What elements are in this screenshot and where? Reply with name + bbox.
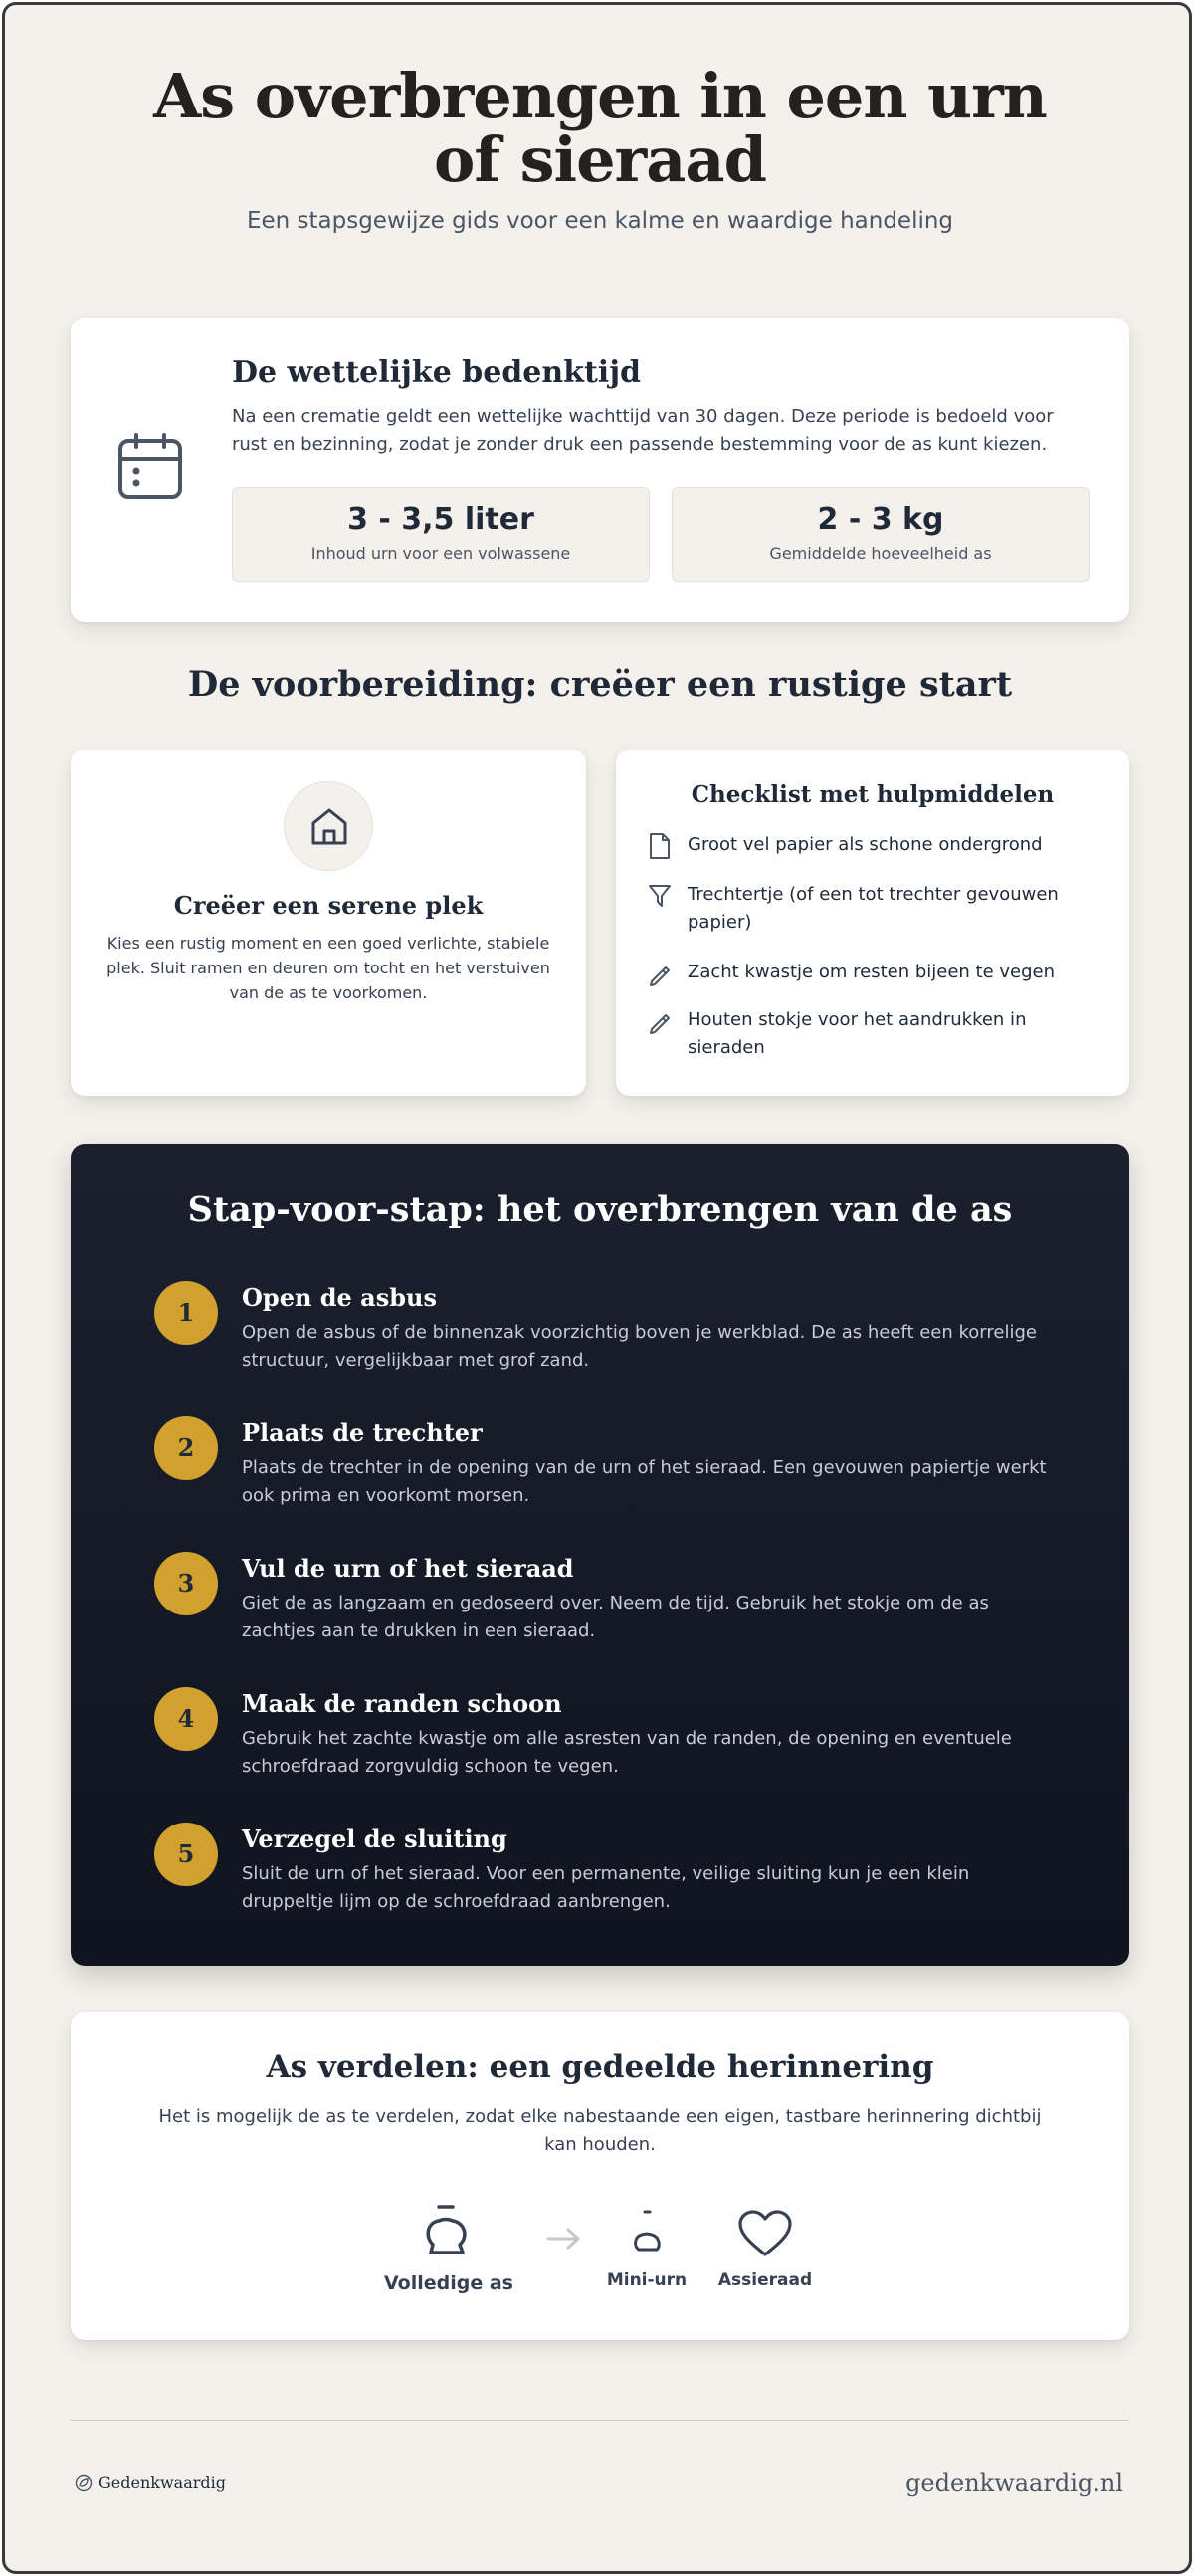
step-item [154,1416,1050,1526]
urn-icon [423,2203,473,2260]
share-label-mini: Mini-urn [606,2270,688,2290]
step-number-badge: 5 [154,1823,218,1886]
place-card [71,750,586,1096]
steps-panel [71,1144,1129,1966]
footer-divider [71,2420,1129,2421]
step-text: Sluit de urn of het sieraad. Voor een permanente, veilige sluiting kun je een klein druppeltje lijm op de schroefdraad aanbrengen. [242,1863,970,1912]
step-title: Vul de urn of het sieraad [242,1554,574,1583]
step-title: Open de asbus [242,1283,437,1312]
leaf-logo-icon [75,2474,93,2492]
step-text: Gebruik het zachte kwastje om alle asresten van de randen, de opening en eventuele schroefdraad zorgvuldig schoon te vegen. [242,1728,1012,1777]
footer-url[interactable]: gedenkwaardig.nl [905,2469,1123,2497]
step-number-badge: 1 [154,1281,218,1345]
stat-label: Gemiddelde hoeveelheid as [769,544,992,563]
place-text: Kies een rustig moment en een goed verlichte, stabiele plek. Sluit ramen en deuren om tocht en het verstuiven van de as te voorkomen. [106,934,550,1002]
heart-icon [737,2209,793,2260]
checklist-item [648,1006,1105,1062]
checklist-item-label: Trechtertje (of een tot trechter gevouwen papier) [688,884,1059,933]
prep-title: De voorbereiding: creëer een rustige start [187,664,1013,705]
checklist-item-label: Zacht kwastje om resten bijeen te vegen [688,962,1056,982]
home-icon-badge [284,781,373,871]
checklist-title: Checklist met hulpmiddelen [691,781,1055,808]
stat-label: Inhoud urn voor een volwassene [310,544,571,563]
stat-value: 2 - 3 kg [817,502,944,537]
checklist-item [648,831,1105,860]
funnel-icon [648,882,672,910]
home-icon [307,805,351,849]
step-item [154,1281,1050,1391]
place-title: Creëer een serene plek [173,891,484,920]
step-item [154,1552,1050,1661]
step-text: Plaats de trechter in de opening van de urn of het sieraad. Een gevouwen papiertje werkt ook prima en voorkomt morsen. [242,1457,1047,1506]
footer-logo [75,2473,226,2492]
stat-urn-volume [232,487,650,582]
share-card [71,2012,1129,2340]
steps-title: Stap-voor-stap: het overbrengen van de as [187,1189,1013,1230]
legal-title: De wettelijke bedenktijd [232,355,642,390]
step-number-badge: 4 [154,1687,218,1751]
page-frame [2,2,1192,2574]
footer-brand: Gedenkwaardig [99,2473,226,2492]
checklist-item-label: Houten stokje voor het aandrukken in sieraden [688,1009,1027,1058]
checklist-item-label: Groot vel papier als schone ondergrond [688,834,1043,855]
legal-text: Na een crematie geldt een wettelijke wachttijd van 30 dagen. Deze periode is bedoeld voor rust en bezinning, zodat je zonder druk een passende bestemming voor de as kunt kiezen. [232,406,1054,455]
pencil-icon [648,960,672,987]
legal-card [71,318,1129,622]
file-icon [648,832,672,860]
step-item [154,1823,1050,1932]
share-label-jewel: Assieraad [717,2270,813,2290]
share-label-full: Volledige as [384,2272,513,2294]
step-title: Plaats de trechter [242,1418,483,1447]
checklist-card [616,750,1129,1096]
step-title: Maak de randen schoon [242,1689,562,1718]
pencil-icon [648,1007,672,1035]
page-subtitle: Een stapsgewijze gids voor een kalme en waardige handeling [246,208,954,234]
page-title: As overbrengen in een urn of sieraad [153,60,1047,196]
calendar-icon [114,431,186,503]
arrow-right-icon [544,2225,584,2253]
checklist-item [648,959,1105,987]
stat-value: 3 - 3,5 liter [347,502,534,537]
checklist-item [648,881,1105,937]
share-title: As verdelen: een gedeelde herinnering [266,2049,934,2085]
mini-urn-icon [630,2209,664,2253]
step-item [154,1687,1050,1797]
step-number-badge: 2 [154,1416,218,1480]
step-title: Verzegel de sluiting [242,1825,507,1853]
step-text: Giet de as langzaam en gedoseerd over. Neem de tijd. Gebruik het stokje om de as zachtjes aan te drukken in een sieraad. [242,1593,989,1641]
step-number-badge: 3 [154,1552,218,1615]
stat-ash-weight [672,487,1090,582]
share-text: Het is mogelijk de as te verdelen, zodat elke nabestaande een eigen, tastbare herinnering dichtbij kan houden. [158,2106,1042,2155]
step-text: Open de asbus of de binnenzak voorzichtig boven je werkblad. De as heeft een korrelige structuur, vergelijkbaar met grof zand. [242,1322,1037,1371]
